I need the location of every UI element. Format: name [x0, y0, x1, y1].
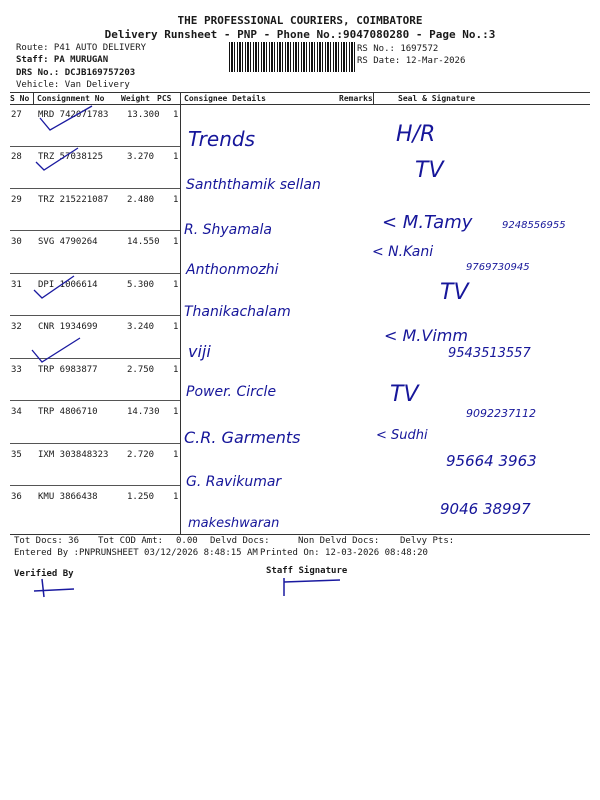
seal-handwriting: < Sudhi [376, 428, 428, 443]
consignee-handwriting: C.R. Garments [184, 428, 301, 447]
consignee-handwriting: Anthonmozhi [186, 262, 279, 278]
row-consignment: IXM 303848323 [38, 450, 109, 460]
row-weight: 2.720 [127, 450, 155, 460]
runsheet-subtitle: Delivery Runsheet - PNP - Phone No.:9047080280 - Page No.:3 [104, 28, 496, 41]
row-consignment: KMU 3866438 [38, 492, 98, 502]
consignee-handwriting: R. Shyamala [184, 222, 272, 238]
entered-by: Entered By :PNPRUNSHEET 03/12/2026 8:48:15 AM [14, 548, 258, 558]
consignee-handwriting: viji [188, 342, 211, 361]
row-sno: 28 [11, 152, 22, 162]
verified-by-label: Verified By [14, 569, 74, 579]
staff-label: Staff: PA MURUGAN [16, 55, 109, 65]
consignee-handwriting: makeshwaran [188, 516, 280, 531]
phone-handwriting: 9248556955 [502, 220, 566, 231]
row-pcs: 1 [173, 195, 179, 205]
total-cod-label: Tot COD Amt: [98, 536, 164, 546]
row-consignment: TRZ 57038125 [38, 152, 104, 162]
row-sno: 34 [11, 407, 22, 417]
route-label: Route: P41 AUTO DELIVERY [16, 43, 147, 53]
row-sno: 36 [11, 492, 22, 502]
row-weight: 13.300 [127, 110, 160, 120]
col-pcs: PCS [157, 94, 172, 103]
col-remarks: Remarks [339, 94, 373, 103]
row-weight: 3.240 [127, 322, 155, 332]
row-sno: 29 [11, 195, 22, 205]
total-cod-value: 0.00 [176, 536, 198, 546]
seal-handwriting: TV [415, 158, 444, 183]
total-docs: Tot Docs: 36 [14, 536, 80, 546]
seal-handwriting: < M.Tamy [382, 212, 473, 233]
seal-handwriting: 95664 3963 [446, 452, 537, 470]
consignee-handwriting: Trends [188, 127, 255, 151]
row-consignment: CNR 1934699 [38, 322, 98, 332]
row-weight: 14.730 [127, 407, 160, 417]
printed-on: Printed On: 12-03-2026 08:48:20 [260, 548, 428, 558]
phone-handwriting: 9092237112 [466, 407, 536, 420]
col-consignee: Consignee Details [184, 94, 266, 103]
row-sno: 30 [11, 237, 22, 247]
consignee-handwriting: G. Ravikumar [186, 474, 282, 490]
consignee-handwriting: Sanththamik sellan [186, 177, 321, 193]
row-consignment: TRP 4806710 [38, 407, 98, 417]
seal-handwriting: TV [390, 382, 419, 407]
col-sno: S No [10, 94, 30, 103]
row-sno: 33 [11, 365, 22, 375]
barcode [229, 42, 355, 72]
col-consignment: Consignment No [37, 94, 105, 103]
row-consignment: DPI 1006614 [38, 280, 98, 290]
row-pcs: 1 [173, 110, 179, 120]
col-weight: Weight [121, 94, 150, 103]
row-pcs: 1 [173, 450, 179, 460]
row-weight: 2.750 [127, 365, 155, 375]
row-consignment: TRZ 215221087 [38, 195, 109, 205]
seal-handwriting: < N.Kani [372, 244, 434, 260]
non-delivered-docs: Non Delvd Docs: [298, 536, 380, 546]
phone-handwriting: 9543513557 [448, 346, 531, 361]
row-consignment: TRP 6983877 [38, 365, 98, 375]
seal-handwriting: 9046 38997 [440, 500, 531, 518]
row-pcs: 1 [173, 407, 179, 417]
row-weight: 3.270 [127, 152, 155, 162]
row-sno: 27 [11, 110, 22, 120]
row-pcs: 1 [173, 152, 179, 162]
row-pcs: 1 [173, 322, 179, 332]
row-sno: 35 [11, 450, 22, 460]
rs-number: RS No.: 1697572 [357, 44, 439, 54]
consignee-handwriting: Thanikachalam [184, 304, 291, 320]
col-seal: Seal & Signature [398, 94, 476, 103]
row-weight: 14.550 [127, 237, 160, 247]
row-consignment: SVG 4790264 [38, 237, 98, 247]
row-sno: 32 [11, 322, 22, 332]
seal-handwriting: TV [440, 280, 469, 305]
verified-signature [30, 575, 90, 605]
delivery-points: Delvy Pts: [400, 536, 455, 546]
row-pcs: 1 [173, 365, 179, 375]
row-weight: 5.300 [127, 280, 155, 290]
consignee-handwriting: Power. Circle [186, 384, 277, 400]
row-pcs: 1 [173, 280, 179, 290]
drs-label: DRS No.: DCJB169757203 [16, 68, 136, 78]
row-weight: 2.480 [127, 195, 155, 205]
seal-handwriting: H/R [396, 122, 436, 147]
staff-signature [270, 574, 370, 602]
delivered-docs: Delvd Docs: [210, 536, 270, 546]
row-sno: 31 [11, 280, 22, 290]
row-consignment: MRD 742071783 [38, 110, 109, 120]
rs-date: RS Date: 12-Mar-2026 [357, 56, 466, 66]
company-title: THE PROFESSIONAL COURIERS, COIMBATORE [177, 14, 423, 27]
tick-marks [20, 100, 160, 540]
staff-signature-label: Staff Signature [266, 566, 348, 576]
seal-handwriting: < M.Vimm [384, 326, 468, 345]
row-pcs: 1 [173, 237, 179, 247]
vehicle-label: Vehicle: Van Delivery [16, 80, 130, 90]
phone-handwriting: 9769730945 [466, 262, 530, 273]
row-pcs: 1 [173, 492, 179, 502]
row-weight: 1.250 [127, 492, 155, 502]
